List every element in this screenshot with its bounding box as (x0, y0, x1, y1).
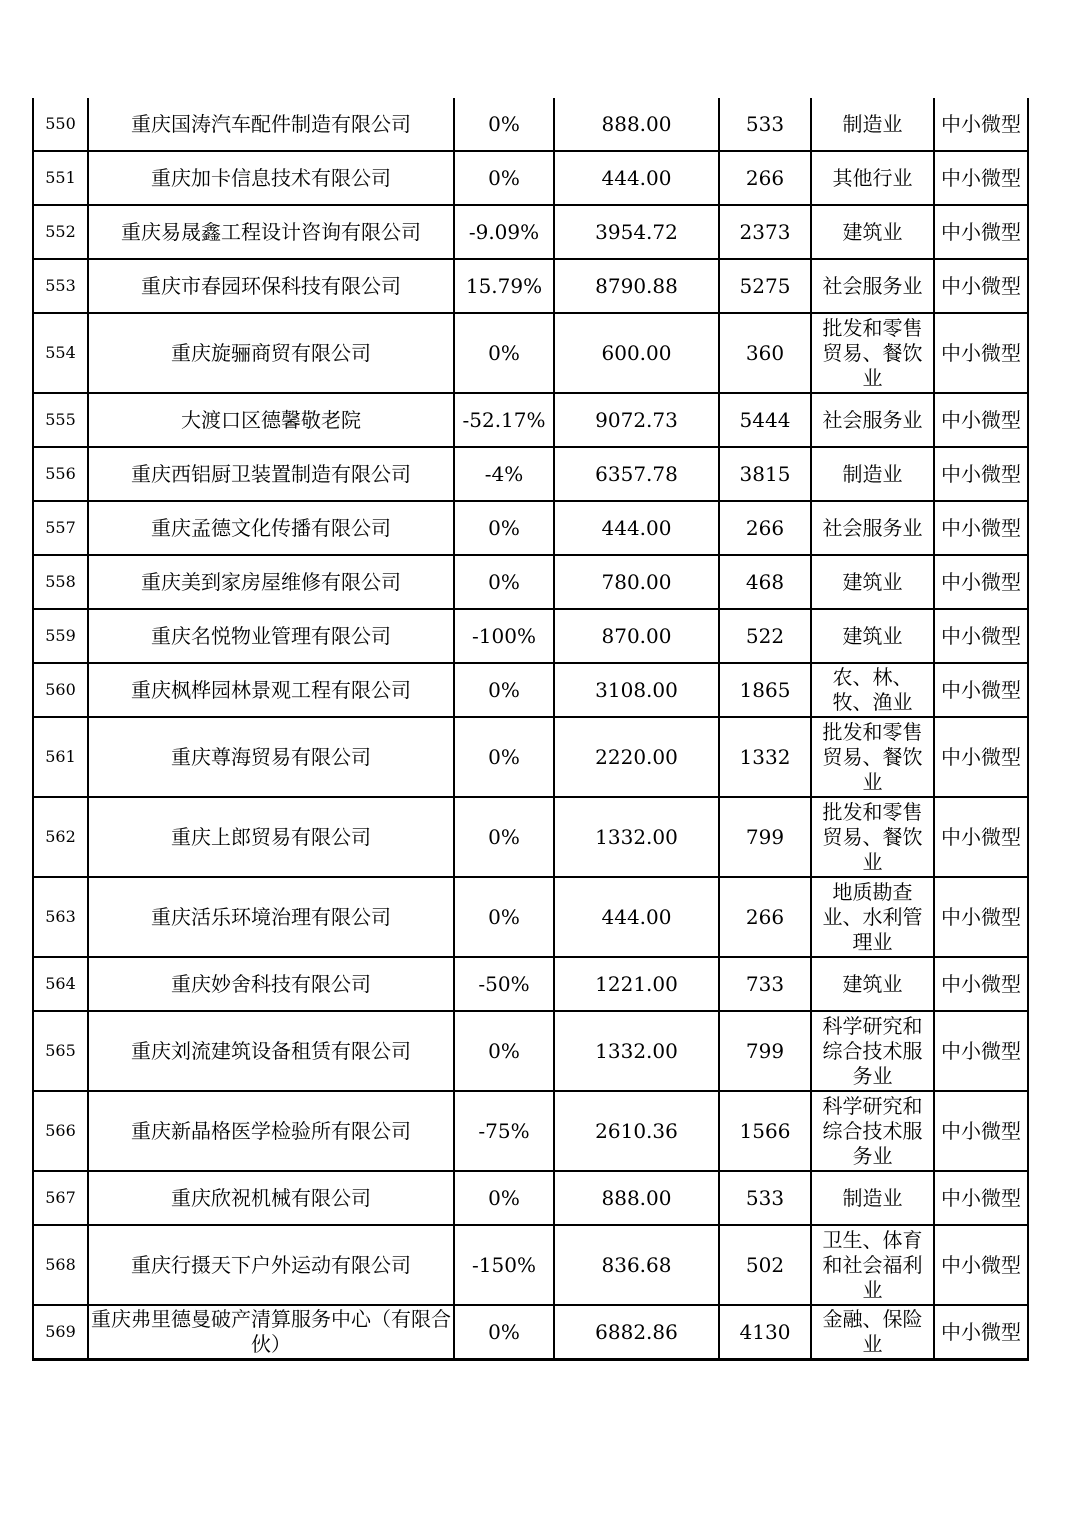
industry-cell (811, 957, 934, 1011)
amount-cell: 3108.00 (554, 663, 719, 717)
enterprise-size-cell (934, 205, 1028, 259)
table-row (33, 393, 1028, 447)
company-name: 重庆旋骊商贸有限公司 (88, 313, 454, 393)
industry-text: 科学研究和综合技术服务业 (822, 1013, 923, 1088)
row-number: 566 (33, 1091, 88, 1171)
enterprise-size-text: 中小微型 (941, 744, 1021, 769)
rate-cell: 0% (454, 98, 554, 151)
table-row (33, 501, 1028, 555)
amount-cell: 870.00 (554, 609, 719, 663)
count-cell: 266 (719, 501, 811, 555)
table-row (33, 98, 1028, 151)
industry-cell (811, 1091, 934, 1171)
amount-cell: 780.00 (554, 555, 719, 609)
row-number: 559 (33, 609, 88, 663)
company-name: 重庆行摄天下户外运动有限公司 (88, 1225, 454, 1305)
amount-cell: 600.00 (554, 313, 719, 393)
amount-cell: 1221.00 (554, 957, 719, 1011)
enterprise-size-text: 中小微型 (941, 677, 1021, 702)
rate-cell: 0% (454, 877, 554, 957)
amount-cell: 1332.00 (554, 797, 719, 877)
row-number: 564 (33, 957, 88, 1011)
industry-cell (811, 1011, 934, 1091)
rate-cell: 15.79% (454, 259, 554, 313)
industry-cell (811, 1305, 934, 1360)
row-number: 557 (33, 501, 88, 555)
count-cell: 4130 (719, 1305, 811, 1360)
industry-text: 制造业 (842, 111, 903, 136)
industry-cell (811, 393, 934, 447)
enterprise-size-text: 中小微型 (941, 824, 1021, 849)
rate-cell: -4% (454, 447, 554, 501)
enterprise-size-cell (934, 1171, 1028, 1225)
table-row (33, 259, 1028, 313)
amount-cell: 6357.78 (554, 447, 719, 501)
industry-text: 卫生、体育和社会福利业 (822, 1227, 923, 1302)
row-number: 552 (33, 205, 88, 259)
industry-text: 批发和零售贸易、餐饮业 (822, 315, 923, 390)
table-row (33, 717, 1028, 797)
enterprise-size-cell (934, 501, 1028, 555)
industry-text: 建筑业 (842, 623, 903, 648)
company-name: 重庆市春园环保科技有限公司 (88, 259, 454, 313)
rate-cell: -100% (454, 609, 554, 663)
count-cell: 799 (719, 1011, 811, 1091)
enterprise-size-cell (934, 1011, 1028, 1091)
rate-cell: 0% (454, 1305, 554, 1360)
industry-cell (811, 797, 934, 877)
enterprise-size-cell (934, 877, 1028, 957)
table-row (33, 1225, 1028, 1305)
industry-cell (811, 151, 934, 205)
rate-cell: 0% (454, 501, 554, 555)
enterprise-size-text: 中小微型 (941, 1185, 1021, 1210)
rate-cell: 0% (454, 797, 554, 877)
table-row (33, 313, 1028, 393)
company-name: 重庆西铝厨卫装置制造有限公司 (88, 447, 454, 501)
row-number: 562 (33, 797, 88, 877)
company-name: 重庆国涛汽车配件制造有限公司 (88, 98, 454, 151)
table-row (33, 797, 1028, 877)
count-cell: 1332 (719, 717, 811, 797)
industry-text: 建筑业 (842, 971, 903, 996)
company-name: 重庆尊海贸易有限公司 (88, 717, 454, 797)
company-name: 重庆刘流建筑设备租赁有限公司 (88, 1011, 454, 1091)
enterprise-size-text: 中小微型 (941, 971, 1021, 996)
enterprise-size-cell (934, 609, 1028, 663)
enterprise-size-text: 中小微型 (941, 340, 1021, 365)
amount-cell: 888.00 (554, 98, 719, 151)
enterprise-size-cell (934, 393, 1028, 447)
company-name: 重庆美到家房屋维修有限公司 (88, 555, 454, 609)
amount-cell: 444.00 (554, 501, 719, 555)
row-number: 555 (33, 393, 88, 447)
industry-text: 农、林、牧、渔业 (832, 665, 913, 714)
enterprise-size-cell (934, 151, 1028, 205)
industry-text: 社会服务业 (822, 515, 923, 540)
table-row (33, 555, 1028, 609)
industry-text: 批发和零售贸易、餐饮业 (822, 799, 923, 874)
enterprise-size-text: 中小微型 (941, 1118, 1021, 1143)
table-row (33, 447, 1028, 501)
amount-cell: 1332.00 (554, 1011, 719, 1091)
enterprise-size-cell (934, 555, 1028, 609)
enterprise-size-text: 中小微型 (941, 111, 1021, 136)
enterprise-size-text: 中小微型 (941, 1038, 1021, 1063)
count-cell: 266 (719, 151, 811, 205)
company-name: 重庆易晟鑫工程设计咨询有限公司 (88, 205, 454, 259)
industry-cell (811, 609, 934, 663)
table-row (33, 1171, 1028, 1225)
enterprise-size-cell (934, 663, 1028, 717)
table-row (33, 877, 1028, 957)
row-number: 565 (33, 1011, 88, 1091)
industry-text: 金融、保险业 (822, 1307, 923, 1356)
amount-cell: 8790.88 (554, 259, 719, 313)
industry-text: 建筑业 (842, 569, 903, 594)
count-cell: 3815 (719, 447, 811, 501)
industry-cell (811, 98, 934, 151)
enterprise-size-cell (934, 98, 1028, 151)
row-number: 568 (33, 1225, 88, 1305)
industry-cell (811, 447, 934, 501)
industry-cell (811, 205, 934, 259)
count-cell: 533 (719, 98, 811, 151)
company-name: 重庆枫桦园林景观工程有限公司 (88, 663, 454, 717)
enterprise-size-text: 中小微型 (941, 219, 1021, 244)
row-number: 567 (33, 1171, 88, 1225)
rate-cell: 0% (454, 313, 554, 393)
row-number: 554 (33, 313, 88, 393)
count-cell: 1566 (719, 1091, 811, 1171)
count-cell: 502 (719, 1225, 811, 1305)
industry-text: 其他行业 (832, 165, 913, 190)
industry-text: 科学研究和综合技术服务业 (822, 1093, 923, 1168)
industry-cell (811, 1171, 934, 1225)
rate-cell: -150% (454, 1225, 554, 1305)
enterprise-size-cell (934, 447, 1028, 501)
table-row (33, 1305, 1028, 1360)
table-row (33, 205, 1028, 259)
enterprise-size-text: 中小微型 (941, 461, 1021, 486)
industry-cell (811, 1225, 934, 1305)
amount-cell: 6882.86 (554, 1305, 719, 1360)
enterprise-size-cell (934, 1225, 1028, 1305)
amount-cell: 9072.73 (554, 393, 719, 447)
enterprise-size-text: 中小微型 (941, 1319, 1021, 1344)
table-row (33, 1091, 1028, 1171)
row-number: 558 (33, 555, 88, 609)
amount-cell: 3954.72 (554, 205, 719, 259)
company-name: 重庆活乐环境治理有限公司 (88, 877, 454, 957)
enterprise-size-cell (934, 1091, 1028, 1171)
enterprise-size-cell (934, 313, 1028, 393)
rate-cell: 0% (454, 151, 554, 205)
company-name: 重庆上郎贸易有限公司 (88, 797, 454, 877)
count-cell: 360 (719, 313, 811, 393)
count-cell: 468 (719, 555, 811, 609)
enterprise-size-text: 中小微型 (941, 273, 1021, 298)
count-cell: 5275 (719, 259, 811, 313)
amount-cell: 836.68 (554, 1225, 719, 1305)
row-number: 553 (33, 259, 88, 313)
rate-cell: 0% (454, 717, 554, 797)
table-row (33, 1011, 1028, 1091)
table-row (33, 609, 1028, 663)
table-body (33, 98, 1028, 1360)
enterprise-size-text: 中小微型 (941, 569, 1021, 594)
industry-text: 社会服务业 (822, 407, 923, 432)
amount-cell: 2220.00 (554, 717, 719, 797)
industry-cell (811, 877, 934, 957)
row-number: 550 (33, 98, 88, 151)
industry-cell (811, 259, 934, 313)
company-name: 重庆孟德文化传播有限公司 (88, 501, 454, 555)
table-row (33, 663, 1028, 717)
rate-cell: -9.09% (454, 205, 554, 259)
enterprise-size-cell (934, 717, 1028, 797)
amount-cell: 2610.36 (554, 1091, 719, 1171)
count-cell: 799 (719, 797, 811, 877)
enterprise-size-text: 中小微型 (941, 407, 1021, 432)
row-number: 569 (33, 1305, 88, 1360)
table-row (33, 151, 1028, 205)
rate-cell: 0% (454, 663, 554, 717)
row-number: 560 (33, 663, 88, 717)
count-cell: 733 (719, 957, 811, 1011)
row-number: 561 (33, 717, 88, 797)
enterprise-size-text: 中小微型 (941, 165, 1021, 190)
amount-cell: 888.00 (554, 1171, 719, 1225)
rate-cell: 0% (454, 1011, 554, 1091)
count-cell: 522 (719, 609, 811, 663)
rate-cell: -75% (454, 1091, 554, 1171)
company-name: 重庆新晶格医学检验所有限公司 (88, 1091, 454, 1171)
industry-text: 制造业 (842, 1185, 903, 1210)
company-name: 重庆名悦物业管理有限公司 (88, 609, 454, 663)
enterprise-size-cell (934, 797, 1028, 877)
industry-cell (811, 501, 934, 555)
company-name: 重庆妙舍科技有限公司 (88, 957, 454, 1011)
company-name: 重庆加卡信息技术有限公司 (88, 151, 454, 205)
enterprise-size-cell (934, 957, 1028, 1011)
rate-cell: 0% (454, 1171, 554, 1225)
enterprise-size-text: 中小微型 (941, 1252, 1021, 1277)
count-cell: 1865 (719, 663, 811, 717)
enterprise-size-cell (934, 259, 1028, 313)
industry-cell (811, 313, 934, 393)
rate-cell: -52.17% (454, 393, 554, 447)
count-cell: 2373 (719, 205, 811, 259)
industry-text: 制造业 (842, 461, 903, 486)
company-name: 重庆弗里德曼破产清算服务中心（有限合伙） (88, 1305, 454, 1360)
table-row (33, 957, 1028, 1011)
enterprise-size-text: 中小微型 (941, 623, 1021, 648)
industry-cell (811, 717, 934, 797)
industry-cell (811, 663, 934, 717)
amount-cell: 444.00 (554, 877, 719, 957)
industry-cell (811, 555, 934, 609)
enterprise-size-text: 中小微型 (941, 515, 1021, 540)
industry-text: 批发和零售贸易、餐饮业 (822, 719, 923, 794)
industry-text: 社会服务业 (822, 273, 923, 298)
industry-text: 建筑业 (842, 219, 903, 244)
count-cell: 533 (719, 1171, 811, 1225)
industry-text: 地质勘查业、水利管理业 (822, 879, 923, 954)
count-cell: 266 (719, 877, 811, 957)
enterprise-size-text: 中小微型 (941, 904, 1021, 929)
enterprise-size-cell (934, 1305, 1028, 1360)
rate-cell: 0% (454, 555, 554, 609)
company-name: 重庆欣祝机械有限公司 (88, 1171, 454, 1225)
row-number: 551 (33, 151, 88, 205)
row-number: 556 (33, 447, 88, 501)
enterprise-table (32, 98, 1029, 1361)
count-cell: 5444 (719, 393, 811, 447)
company-name: 大渡口区德馨敬老院 (88, 393, 454, 447)
rate-cell: -50% (454, 957, 554, 1011)
row-number: 563 (33, 877, 88, 957)
amount-cell: 444.00 (554, 151, 719, 205)
